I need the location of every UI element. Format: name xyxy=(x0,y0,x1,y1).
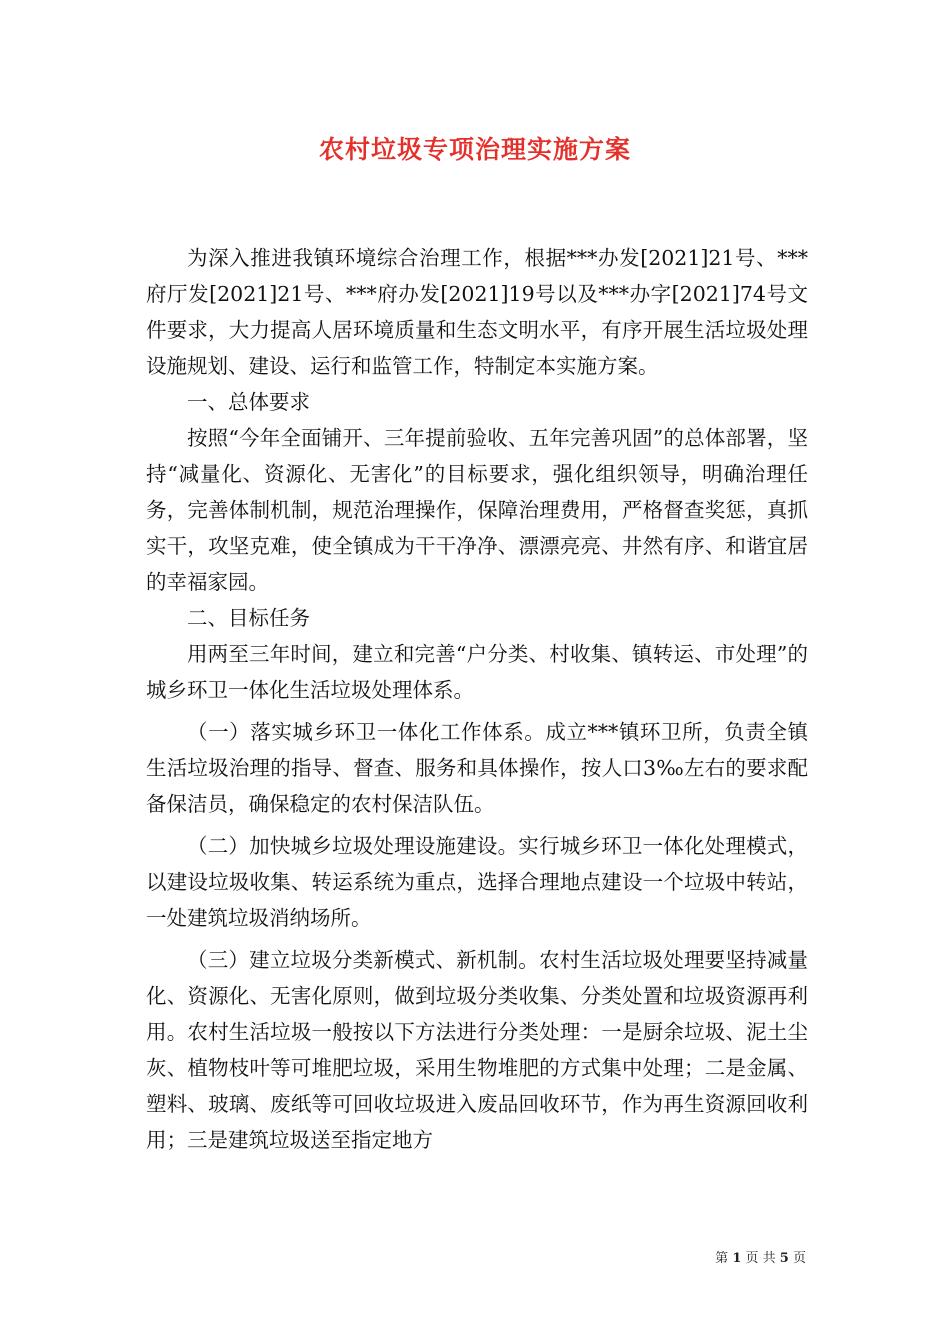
paragraph-target-tasks: 用两至三年时间，建立和完善“户分类、村收集、镇转运、市处理”的城乡环卫一体化生活垃圾处理体系。 xyxy=(146,642,808,702)
footer-suffix: 页 xyxy=(792,1251,806,1266)
paragraph-task-3: （三）建立垃圾分类新模式、新机制。农村生活垃圾处理要坚持减量化、资源化、无害化原则，做到垃圾分类收集、分类处置和垃圾资源再利用。农村生活垃圾一般按以下方法进行分类处理：一是厨余垃圾、泥土尘灰、植物枝叶等可堆肥垃圾，采用生物堆肥的方式集中处理；二是金属、塑料、玻璃、废纸等可回收垃圾进入废品回收环节，作为再生资源回收利用；三是建筑垃圾送至指定地方 xyxy=(146,948,808,1152)
page-footer xyxy=(715,1247,806,1266)
heading-general-requirements: 一、总体要求 xyxy=(187,390,310,414)
paragraph-task-2: （二）加快城乡垃圾处理设施建设。实行城乡环卫一体化处理模式，以建设垃圾收集、转运系统为重点，选择合理地点建设一个垃圾中转站，一处建筑垃圾消纳场所。 xyxy=(146,834,808,930)
footer-current-page: 1 xyxy=(732,1251,742,1266)
paragraph-general-requirements: 按照“今年全面铺开、三年提前验收、五年完善巩固”的总体部署，坚持“减量化、资源化、无害化”的目标要求，强化组织领导，明确治理任务，完善体制机制，规范治理操作，保障治理费用，严格督查奖惩，真抓实干，攻坚克难，使全镇成为干干净净、漂漂亮亮、井然有序、和谐宜居的幸福家园。 xyxy=(146,426,808,594)
footer-prefix: 第 xyxy=(715,1251,729,1266)
document-title: 农村垃圾专项治理实施方案 xyxy=(318,135,631,164)
footer-middle: 页 共 xyxy=(745,1251,776,1266)
heading-target-tasks: 二、目标任务 xyxy=(187,606,310,630)
paragraph-intro: 为深入推进我镇环境综合治理工作，根据***办发[2021]21号、***府厅发[2021]21号、***府办发[2021]19号以及***办字[2021]74号文件要求，大力提高人居环境质量和生态文明水平，有序开展生活垃圾处理设施规划、建设、运行和监管工作，特制定本实施方案。 xyxy=(146,246,808,378)
footer-total-pages: 5 xyxy=(779,1251,789,1266)
paragraph-task-1: （一）落实城乡环卫一体化工作体系。成立***镇环卫所，负责全镇生活垃圾治理的指导、督查、服务和具体操作，按人口3‰左右的要求配备保洁员，确保稳定的农村保洁队伍。 xyxy=(146,720,808,816)
document-body xyxy=(146,240,808,1158)
